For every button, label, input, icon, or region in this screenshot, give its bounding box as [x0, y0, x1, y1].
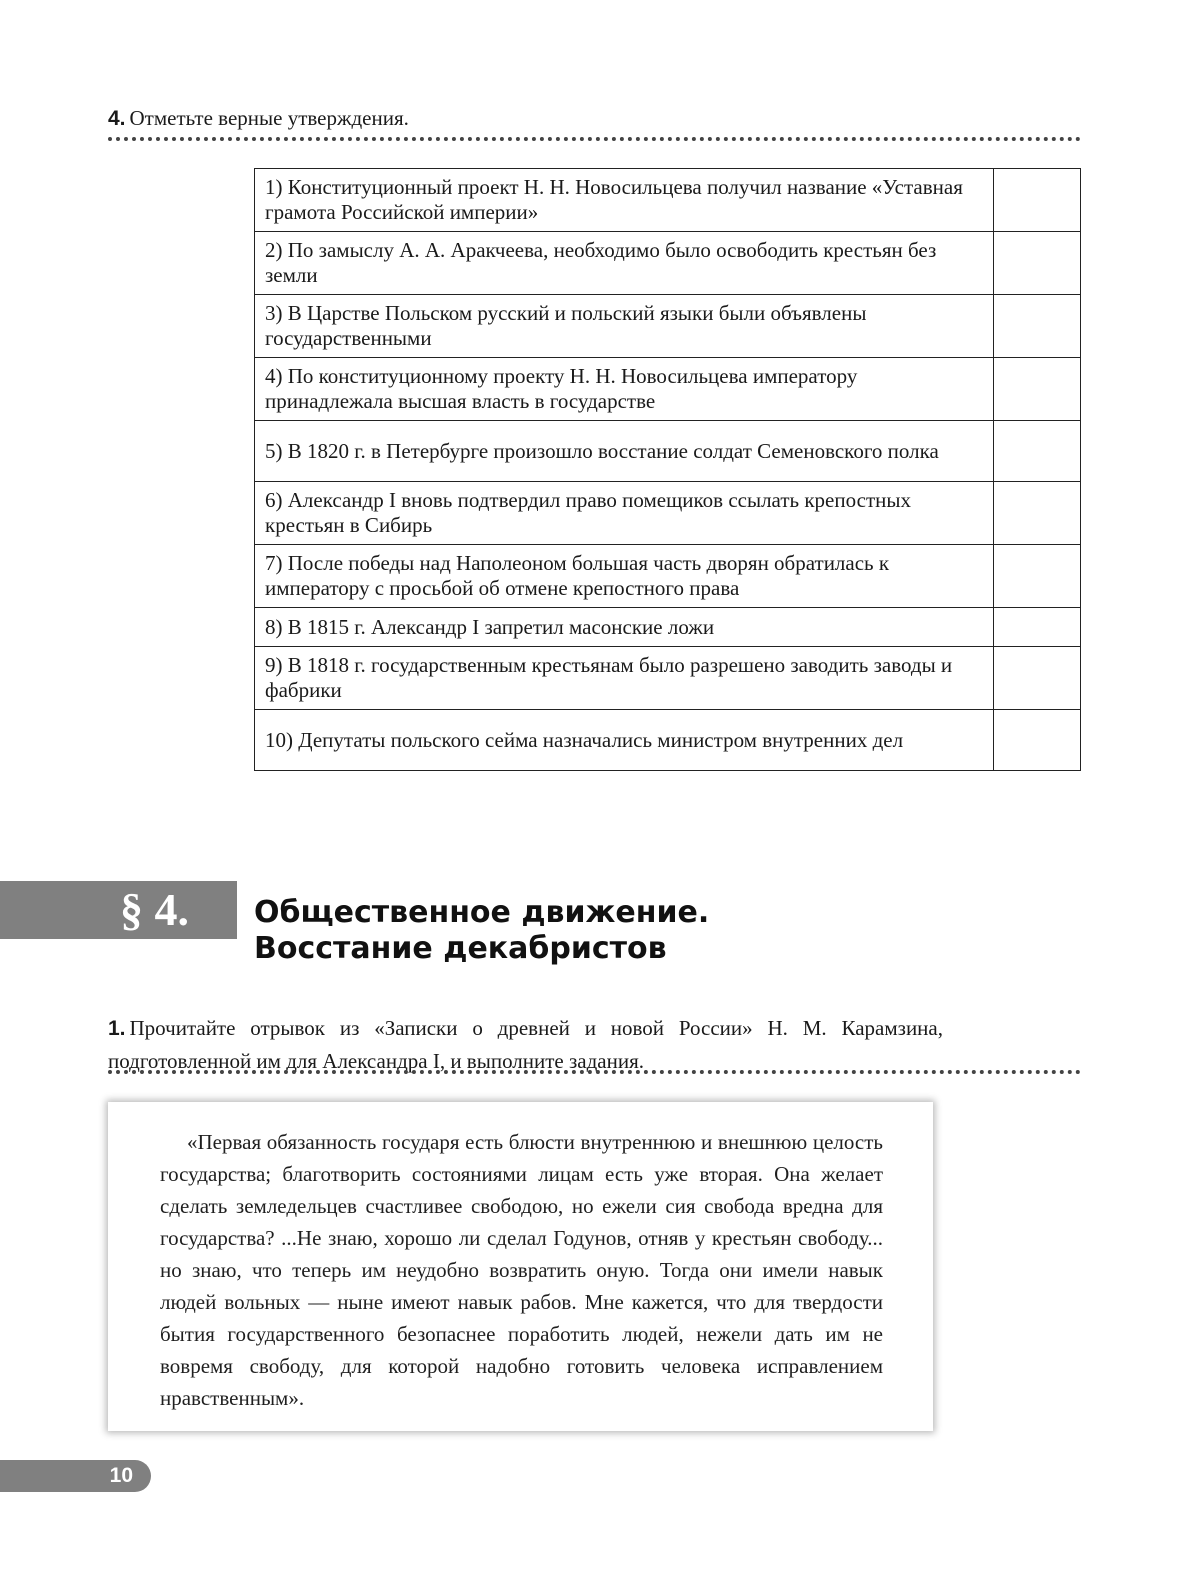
quote-text: «Первая обязанность государя есть блюсти внутреннюю и внешнюю целость государства; благотворить состояниями лицам есть уже вторая. Она желает сделать земледельцев счастливее свободою, но ежели сия свобода вредна для государства? ...Не знаю, хорошо ли сделал Годунов, отняв у крестьян свободу... но знаю, что теперь им неудобно возвратить оную. Тогда они имели навык людей вольных — ныне имеют навык рабов. Мне кажется, что для твердости бытия государственного безопаснее поработить людей, нежели дать им не вовремя свободу, для которой надобно готовить человека исправлением нравственным». [160, 1130, 883, 1410]
statement-text: 2) По замыслу А. А. Аракчеева, необходимо было освободить крестьян без земли [255, 232, 994, 295]
table-row [255, 358, 1081, 421]
table-row [255, 608, 1081, 647]
statement-text: 6) Александр I вновь подтвердил право помещиков ссылать крепостных крестьян в Сибирь [255, 482, 994, 545]
task-1-number: 1. [108, 1017, 126, 1040]
section-number-bar: § 4. [0, 881, 237, 939]
statement-text: 3) В Царстве Польском русский и польский языки были объявлены государственными [255, 295, 994, 358]
table-row [255, 545, 1081, 608]
table-row [255, 710, 1081, 771]
statements-table [254, 168, 1081, 771]
answer-cell[interactable] [994, 545, 1081, 608]
statement-text: 4) По конституционному проекту Н. Н. Новосильцева императору принадлежала высшая власть в государстве [255, 358, 994, 421]
table-row [255, 169, 1081, 232]
answer-cell[interactable] [994, 647, 1081, 710]
answer-cell[interactable] [994, 295, 1081, 358]
table-row [255, 295, 1081, 358]
table-row [255, 232, 1081, 295]
answer-cell[interactable] [994, 232, 1081, 295]
answer-cell[interactable] [994, 358, 1081, 421]
dotted-divider [108, 137, 1081, 141]
statement-text: 9) В 1818 г. государственным крестьянам было разрешено заводить заводы и фабрики [255, 647, 994, 710]
task-4-number: 4. [108, 107, 126, 130]
page-number: 10 [0, 1460, 151, 1492]
task-4-text: Отметьте верные утверждения. [129, 106, 409, 130]
answer-cell[interactable] [994, 421, 1081, 482]
section-title-line-1: Общественное движение. [254, 895, 710, 930]
statement-text: 1) Конституционный проект Н. Н. Новосильцева получил название «Уставная грамота Российской империи» [255, 169, 994, 232]
quote-box [108, 1102, 933, 1431]
task-1-text: Прочитайте отрывок из «Записки о древней и новой России» Н. М. Карамзина, подготовленной им для Александра I, и выполните задания. [108, 1016, 943, 1073]
answer-cell[interactable] [994, 710, 1081, 771]
answer-cell[interactable] [994, 482, 1081, 545]
statement-text: 7) После победы над Наполеоном большая часть дворян обратилась к императору с просьбой об отмене крепостного права [255, 545, 994, 608]
dotted-divider [108, 1070, 1081, 1074]
section-title-line-2: Восстание декабристов [254, 931, 667, 966]
statement-text: 8) В 1815 г. Александр I запретил масонские ложи [255, 608, 994, 647]
table-row [255, 647, 1081, 710]
table-row [255, 421, 1081, 482]
statement-text: 10) Депутаты польского сейма назначались министром внутренних дел [255, 710, 994, 771]
answer-cell[interactable] [994, 608, 1081, 647]
task-1-heading [108, 1012, 943, 1077]
table-row [255, 482, 1081, 545]
section-title [254, 895, 954, 967]
statement-text: 5) В 1820 г. в Петербурге произошло восстание солдат Семеновского полка [255, 421, 994, 482]
task-4-heading [108, 102, 943, 135]
answer-cell[interactable] [994, 169, 1081, 232]
